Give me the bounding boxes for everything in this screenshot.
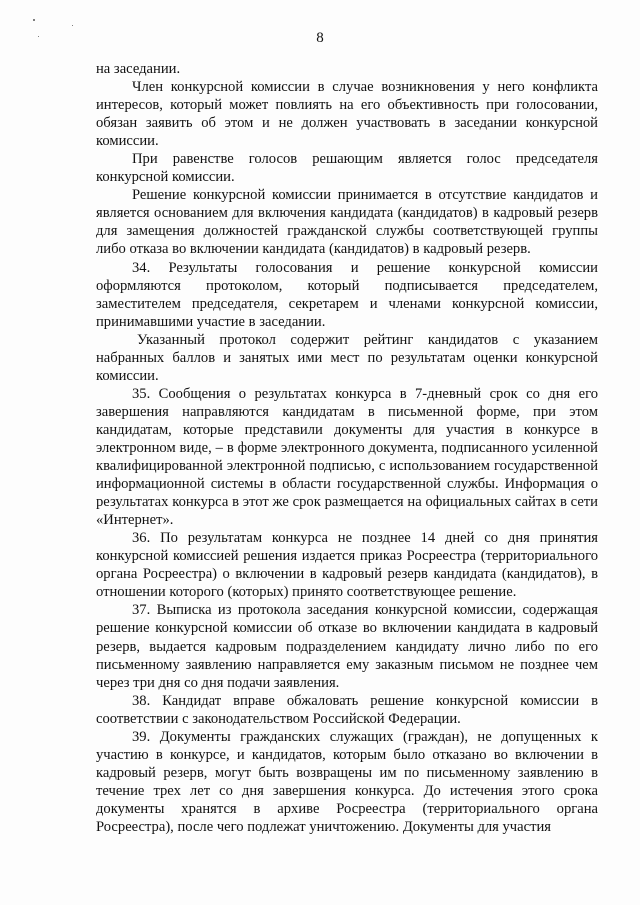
paragraph-continuation: на заседании. [96, 61, 181, 77]
paragraph-clause-37: 37. Выписка из протокола заседания конкурсной комиссии, содержащая решение конкурсной комиссии об отказе во включении кандидата в кадровый резерв, выдается кадровым подразделением кандидату лично либо по его письменному заявлению направляется ему заказным письмом не позднее чем через три дня со дня подачи заявления. [96, 602, 598, 691]
paragraph-conflict-of-interest: Член конкурсной комиссии в случае возникновения у него конфликта интересов, который может повлиять на его объективность при голосовании, обязан заявить об этом и не должен участвовать в заседании конкурсной комиссии. [96, 79, 598, 150]
paragraph-tie-vote: При равенстве голосов решающим является голос председателя конкурсной комиссии. [96, 151, 598, 186]
page-number: 8 [316, 30, 324, 46]
paragraph-clause-39: 39. Документы гражданских служащих (граждан), не допущенных к участию в конкурсе, и кандидатов, которым было отказано во включении в кадровый резерв, могут быть возвращены им по письменному заявлению в течение трех лет со дня завершения конкурса. До истечения этого срока документы хранятся в архиве Росреестра (территориального органа Росреестра), после чего подлежат уничтожению. Документы для участия [96, 728, 598, 835]
paragraph-clause-34: 34. Результаты голосования и решение конкурсной комиссии оформляются протоколом, который подписывается председателем, заместителем председателя, секретарем и членами конкурсной комиссии, принимавшими участие в заседании. [96, 259, 598, 330]
document-body [96, 60, 598, 836]
scan-dot-mark [33, 19, 35, 21]
paragraph-clause-35: 35. Сообщения о результатах конкурса в 7-дневный срок со дня его завершения направляются кандидатам в письменной форме, при этом кандидатам, которые представили документы для участия в конкурсе в электронном виде, – в форме электронного документа, подписанного усиленной квалифицированной электронной подписью, с использованием государственной информационной системы в области государственной службы. Информация о результатах конкурса в этот же срок размещается на официальных сайтах в сети «Интернет». [96, 385, 598, 529]
scan-dot-mark [72, 25, 73, 26]
paragraph-clause-36: 36. По результатам конкурса не позднее 14 дней со дня принятия конкурсной комиссией решения издается приказ Росреестра (территориального органа Росреестра) о включении в кадровый резерв кандидата (кандидатов), в отношении которого (которых) принято соответствующее решение. [96, 530, 598, 601]
paragraph-clause-38: 38. Кандидат вправе обжаловать решение конкурсной комиссии в соответствии с законодательством Российской Федерации. [96, 692, 598, 727]
paragraph-decision-basis: Решение конкурсной комиссии принимается в отсутствие кандидатов и является основанием для включения кандидата (кандидатов) в кадровый резерв для замещения должностей гражданской службы соответствующей группы либо отказа во включении кандидата (кандидатов) в кадровый резерв. [96, 187, 598, 258]
paragraph-protocol-rating: Указанный протокол содержит рейтинг кандидатов с указанием набранных баллов и занятых ими мест по результатам оценки конкурсной комиссии. [96, 331, 598, 384]
